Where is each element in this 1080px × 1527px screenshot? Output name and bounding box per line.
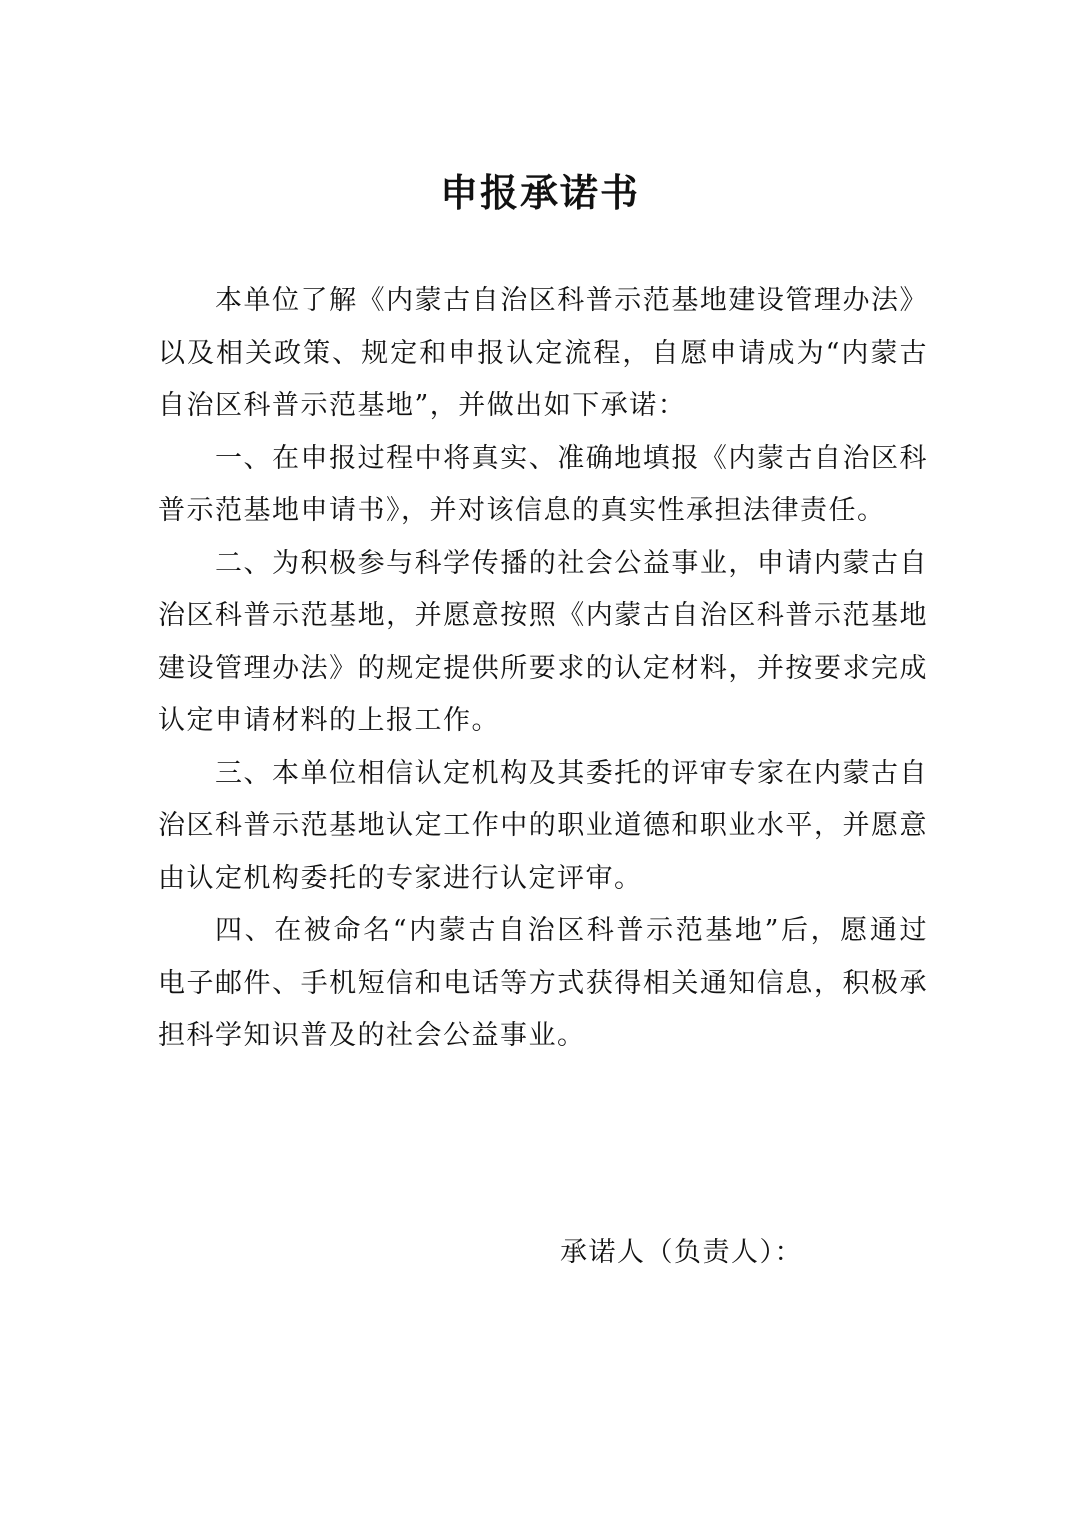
paragraph-commitment-4: 四、在被命名“内蒙古自治区科普示范基地”后，愿通过电子邮件、手机短信和电话等方式获得相关通知信息，积极承担科学知识普及的社会公益事业。 [158,915,928,1051]
document-body [158,275,928,1063]
paragraph-commitment-2: 二、为积极参与科学传播的社会公益事业，申请内蒙古自治区科普示范基地，并愿意按照《内蒙古自治区科普示范基地建设管理办法》的规定提供所要求的认定材料，并按要求完成认定申请材料的上报工作。 [158,547,928,736]
paragraph-commitment-1: 一、在申报过程中将真实、准确地填报《内蒙古自治区科普示范基地申请书》，并对该信息的真实性承担法律责任。 [158,442,928,526]
paragraph-intro: 本单位了解《内蒙古自治区科普示范基地建设管理办法》以及相关政策、规定和申报认定流程，自愿申请成为“内蒙古自治区科普示范基地”，并做出如下承诺： [158,285,928,421]
signature-label: 承诺人（负责人）： [560,1237,803,1268]
document-title: 申报承诺书 [439,171,640,215]
paragraph-commitment-3: 三、本单位相信认定机构及其委托的评审专家在内蒙古自治区科普示范基地认定工作中的职业道德和职业水平，并愿意由认定机构委托的专家进行认定评审。 [158,757,928,894]
